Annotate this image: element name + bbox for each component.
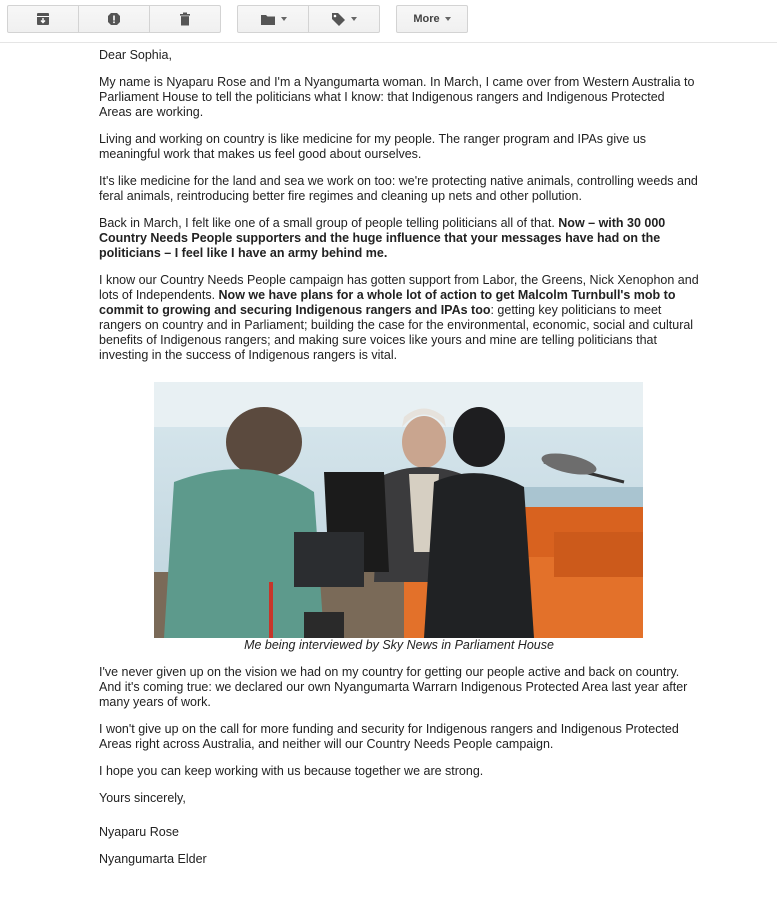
paragraph-march-text: Back in March, I felt like one of a small group of people telling politicians all of that.	[99, 216, 559, 230]
chevron-down-icon	[281, 17, 287, 21]
move-to-button[interactable]	[237, 5, 309, 33]
signature-name: Nyaparu Rose	[99, 825, 179, 839]
photo-caption: Me being interviewed by Sky News in Parliament House	[244, 638, 554, 652]
toolbar	[0, 0, 777, 43]
report-spam-icon	[107, 12, 121, 26]
paragraph-land-sea: It's like medicine for the land and sea we work on too: we're protecting native animals, controlling weeds and feral animals, reintroducing better fire regimes and cleaning up nets and other pollution.	[99, 174, 698, 203]
paragraph-campaign-text-2: : getting key politicians to meet rangers on country and in Parliament; building the case for the environmental, economic, social and cultural benefits of Indigenous rangers; and making sure voices like yours and mine are telling politicians that investing in the success of Indigenous rangers is vital.	[99, 303, 694, 362]
more-button[interactable]	[396, 5, 468, 33]
report-spam-button[interactable]	[79, 5, 150, 33]
paragraph-campaign-text-1: I know our Country Needs People campaign has gotten support from Labor, the Greens, Nick Xenophon and lots of Independents.	[99, 273, 699, 302]
more-label: More	[413, 13, 440, 25]
label-button-group	[237, 5, 380, 33]
closing: Yours sincerely,	[99, 791, 186, 805]
paragraph-intro: My name is Nyaparu Rose and I'm a Nyangumarta woman. In March, I came over from Western Australia to Parliament House to tell the politicians what I know: that Indigenous rangers and Indigenous Protected Areas are working.	[99, 75, 695, 119]
folder-icon	[260, 13, 276, 26]
paragraph-vision: I've never given up on the vision we had on my country for getting our people active and back on country. And it's coming true: we declared our own Nyangumarta Warrarn Indigenous Protected Area last year after many years of work.	[99, 665, 688, 709]
paragraph-funding: I won't give up on the call for more funding and security for Indigenous rangers and Indigenous Protected Areas right across Australia, and neither will our Country Needs People campaign.	[99, 722, 679, 751]
tag-icon	[331, 12, 346, 27]
archive-icon	[36, 12, 50, 26]
chevron-down-icon	[351, 17, 357, 21]
chevron-down-icon	[445, 17, 451, 21]
archive-button[interactable]	[7, 5, 79, 33]
interview-photo	[154, 382, 643, 638]
paragraph-march	[99, 216, 699, 261]
trash-icon	[178, 12, 192, 26]
email-body	[99, 48, 699, 879]
interview-photo-image	[154, 382, 643, 638]
action-button-group	[7, 5, 221, 33]
more-button-group	[396, 5, 468, 33]
labels-button[interactable]	[309, 5, 380, 33]
paragraph-campaign-bold: Now we have plans for a whole lot of action to get Malcolm Turnbull's mob to commit to growing and securing Indigenous rangers and IPAs too	[99, 288, 676, 317]
paragraph-march-bold: Now – with 30 000 Country Needs People supporters and the huge influence that your messages have had on the politicians – I feel like I have an army behind me.	[99, 216, 666, 260]
paragraph-medicine: Living and working on country is like medicine for my people. The ranger program and IPAs give us meaningful work that makes us feel good about ourselves.	[99, 132, 647, 161]
paragraph-campaign	[99, 273, 699, 363]
signature-title: Nyangumarta Elder	[99, 852, 207, 866]
paragraph-hope: I hope you can keep working with us because together we are strong.	[99, 764, 484, 778]
delete-button[interactable]	[150, 5, 221, 33]
greeting: Dear Sophia,	[99, 48, 172, 62]
